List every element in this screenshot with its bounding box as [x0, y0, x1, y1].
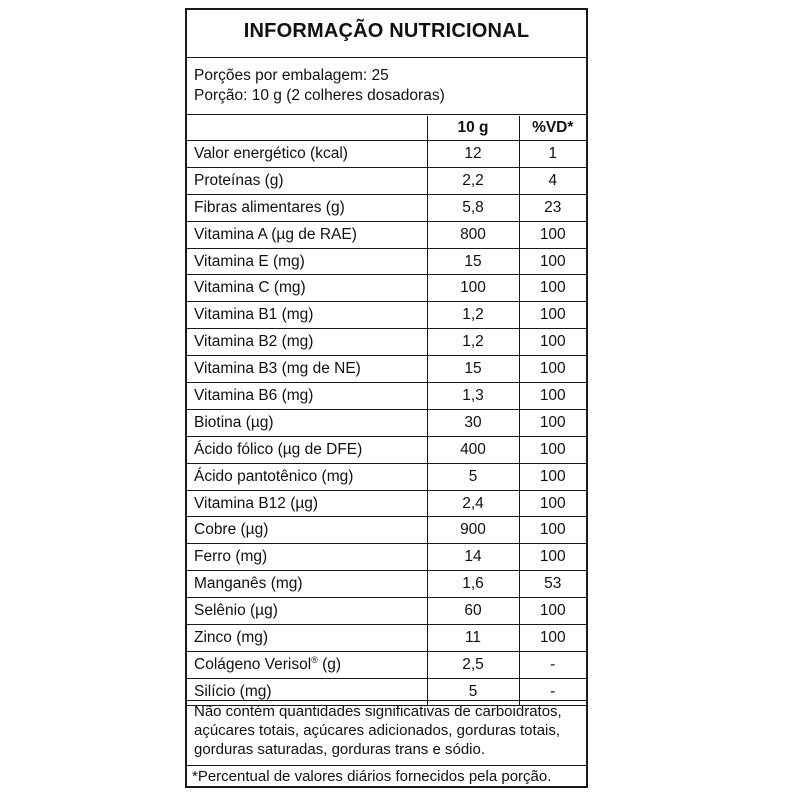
amount-per-serving: 1,6	[427, 571, 519, 598]
table-row	[187, 302, 586, 329]
nutrient-label: Vitamina A (µg de RAE)	[194, 225, 357, 243]
amount-per-serving: 400	[427, 436, 519, 463]
nutrient-name	[187, 167, 427, 194]
divider	[187, 700, 586, 701]
daily-value-percent: 1	[519, 141, 586, 168]
nutrient-label: Vitamina B6 (mg)	[194, 386, 314, 404]
daily-value-percent: 100	[519, 383, 586, 410]
nutrient-name	[187, 383, 427, 410]
amount-per-serving: 5	[427, 463, 519, 490]
serving-info	[194, 66, 445, 106]
table-row	[187, 571, 586, 598]
daily-value-percent: 100	[519, 490, 586, 517]
nutrient-name	[187, 356, 427, 383]
daily-value-percent: 100	[519, 221, 586, 248]
nutrient-name	[187, 571, 427, 598]
nutrient-label: Colágeno Verisol	[194, 655, 312, 673]
table-row	[187, 356, 586, 383]
amount-per-serving: 100	[427, 275, 519, 302]
amount-per-serving: 60	[427, 598, 519, 625]
nutrient-label: Manganês (mg)	[194, 575, 303, 593]
table-row	[187, 544, 586, 571]
table-row	[187, 329, 586, 356]
footnote-daily-value: *Percentual de valores diários fornecidos pela porção.	[192, 768, 552, 785]
nutrient-label: Ferro (mg)	[194, 548, 268, 566]
daily-value-percent: 100	[519, 356, 586, 383]
amount-per-serving: 11	[427, 625, 519, 652]
nutrient-unit: (g)	[317, 655, 342, 673]
amount-per-serving: 30	[427, 409, 519, 436]
table-row	[187, 517, 586, 544]
table-row	[187, 167, 586, 194]
header-nutrient	[187, 116, 427, 141]
table-row	[187, 383, 586, 410]
amount-per-serving: 1,2	[427, 329, 519, 356]
table-header-row	[187, 116, 586, 141]
amount-per-serving: 12	[427, 141, 519, 168]
nutrient-name	[187, 490, 427, 517]
registered-mark: ®	[311, 654, 318, 665]
nutrient-label: Vitamina E (mg)	[194, 252, 305, 270]
table-row	[187, 625, 586, 652]
nutrient-label: Silício (mg)	[194, 682, 272, 700]
nutrient-label: Selênio (µg)	[194, 602, 278, 620]
table-row	[187, 248, 586, 275]
nutrient-label: Fibras alimentares (g)	[194, 198, 345, 216]
nutrient-name	[187, 544, 427, 571]
nutrient-label: Vitamina C (mg)	[194, 279, 306, 297]
amount-per-serving: 5	[427, 678, 519, 705]
daily-value-percent: 100	[519, 463, 586, 490]
daily-value-percent: 100	[519, 436, 586, 463]
nutrient-name	[187, 275, 427, 302]
nutrient-name	[187, 141, 427, 168]
nutrient-name	[187, 651, 427, 678]
daily-value-percent: 100	[519, 409, 586, 436]
amount-per-serving: 14	[427, 544, 519, 571]
serving-size: Porção: 10 g (2 colheres dosadoras)	[194, 87, 445, 104]
nutrient-label: Ácido fólico (µg de DFE)	[194, 440, 363, 458]
table-row	[187, 221, 586, 248]
label-title: INFORMAÇÃO NUTRICIONAL	[243, 20, 530, 42]
daily-value-percent: 100	[519, 248, 586, 275]
daily-value-percent: 100	[519, 544, 586, 571]
daily-value-percent: 100	[519, 302, 586, 329]
table-row	[187, 598, 586, 625]
daily-value-percent: -	[519, 678, 586, 705]
nutrient-name	[187, 221, 427, 248]
nutrient-label: Cobre (µg)	[194, 521, 269, 539]
amount-per-serving: 2,5	[427, 651, 519, 678]
nutrient-name	[187, 248, 427, 275]
amount-per-serving: 5,8	[427, 194, 519, 221]
nutrient-label: Zinco (mg)	[194, 628, 269, 646]
daily-value-percent: 100	[519, 517, 586, 544]
nutrient-name	[187, 409, 427, 436]
table-row	[187, 141, 586, 168]
servings-per-package: Porções por embalagem: 25	[194, 67, 389, 84]
amount-per-serving: 1,2	[427, 302, 519, 329]
footnote-not-significant: Não contém quantidades significativas de carboidratos, açúcares totais, açúcares adicionados, gorduras totais, gorduras saturadas, gorduras trans e sódio.	[194, 703, 562, 758]
nutrient-label: Vitamina B12 (µg)	[194, 494, 319, 512]
nutrient-name	[187, 329, 427, 356]
divider	[187, 57, 586, 58]
header-daily-value: %VD*	[519, 116, 586, 141]
table-row	[187, 490, 586, 517]
nutrient-label: Valor energético (kcal)	[194, 144, 348, 162]
nutrient-name	[187, 598, 427, 625]
amount-per-serving: 800	[427, 221, 519, 248]
amount-per-serving: 900	[427, 517, 519, 544]
nutrient-name	[187, 194, 427, 221]
daily-value-percent: -	[519, 651, 586, 678]
table-row	[187, 409, 586, 436]
nutrition-facts-panel	[185, 8, 588, 788]
daily-value-percent: 100	[519, 275, 586, 302]
nutrient-name	[187, 625, 427, 652]
daily-value-percent: 23	[519, 194, 586, 221]
amount-per-serving: 2,4	[427, 490, 519, 517]
daily-value-percent: 4	[519, 167, 586, 194]
nutrient-name	[187, 517, 427, 544]
nutrient-name	[187, 463, 427, 490]
daily-value-percent: 53	[519, 571, 586, 598]
table-row	[187, 436, 586, 463]
divider	[187, 765, 586, 766]
nutrient-label: Ácido pantotênico (mg)	[194, 467, 354, 485]
nutrient-name	[187, 436, 427, 463]
nutrition-table	[187, 116, 586, 706]
amount-per-serving: 2,2	[427, 167, 519, 194]
amount-per-serving: 15	[427, 356, 519, 383]
header-amount: 10 g	[427, 116, 519, 141]
divider	[187, 114, 586, 115]
table-row	[187, 194, 586, 221]
table-row	[187, 463, 586, 490]
nutrient-name	[187, 302, 427, 329]
nutrient-label: Vitamina B3 (mg de NE)	[194, 360, 361, 378]
daily-value-percent: 100	[519, 329, 586, 356]
amount-per-serving: 15	[427, 248, 519, 275]
amount-per-serving: 1,3	[427, 383, 519, 410]
table-row	[187, 651, 586, 678]
table-row	[187, 275, 586, 302]
nutrient-label: Biotina (µg)	[194, 413, 274, 431]
daily-value-percent: 100	[519, 625, 586, 652]
daily-value-percent: 100	[519, 598, 586, 625]
nutrient-label: Vitamina B1 (mg)	[194, 306, 314, 324]
nutrient-label: Proteínas (g)	[194, 171, 284, 189]
nutrient-label: Vitamina B2 (mg)	[194, 333, 314, 351]
